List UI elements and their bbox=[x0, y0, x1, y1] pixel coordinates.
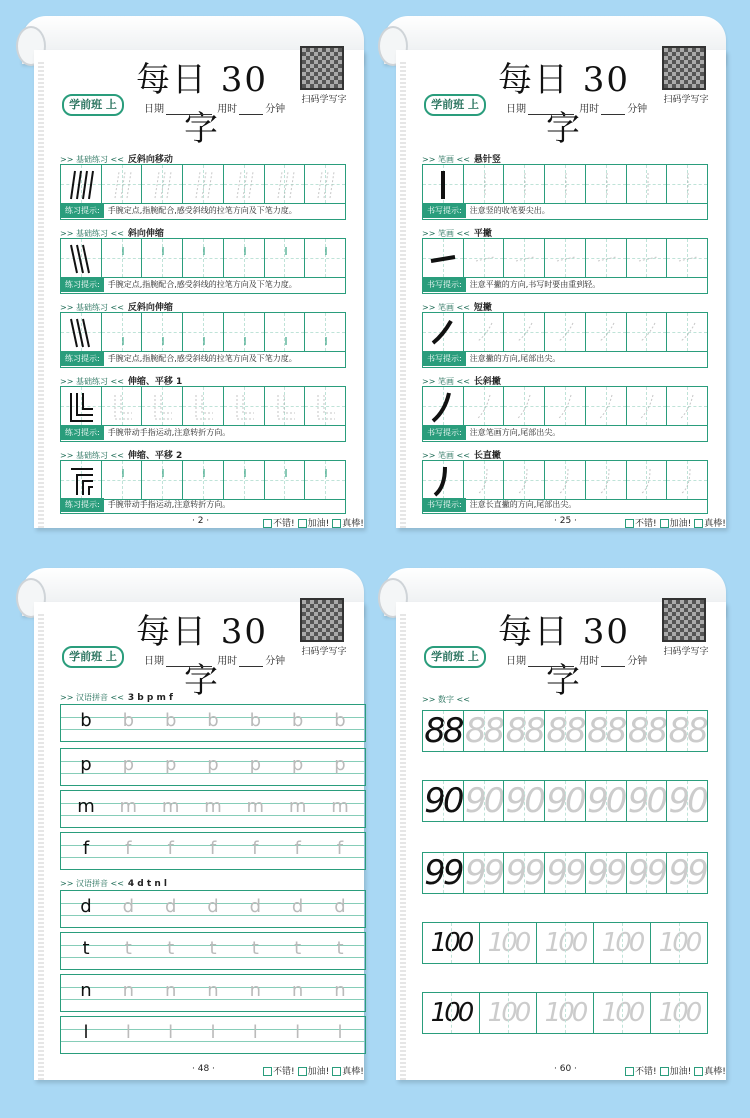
page-title: 每日 30 字 bbox=[135, 60, 269, 149]
stroke-grid bbox=[422, 312, 708, 352]
qr-code-icon bbox=[662, 598, 706, 642]
number-row: 90 90 90 90 90 90 90 bbox=[422, 780, 708, 822]
workbook-page-25 bbox=[384, 16, 726, 528]
practice-grid bbox=[60, 164, 346, 204]
writing-tip: 书写提示: 注意长直撇的方向,尾部出尖。 bbox=[422, 498, 708, 514]
page-stack bbox=[38, 614, 44, 1080]
grade-badge: 学前班 上 bbox=[62, 94, 124, 116]
minutes-label: 分钟 bbox=[265, 104, 286, 115]
page-number: · 2 · bbox=[192, 516, 210, 526]
date-time-line: 日期 用时 分钟 bbox=[506, 104, 648, 115]
section-label: >> 基础练习 << 反斜向移动 bbox=[60, 155, 173, 165]
pinyin-row: t t t t t t t bbox=[60, 932, 366, 970]
section-label: >> 笔画 << 短撇 bbox=[422, 303, 492, 313]
practice-tip: 练习提示: 手腕定点,指腕配合,感受斜线的拉笔方向及下笔力度。 bbox=[60, 278, 346, 294]
praise-checkboxes: 不错! 加油! 真棒! bbox=[260, 516, 364, 529]
pinyin-row: d d d d d d d bbox=[60, 890, 366, 928]
checkbox-icon[interactable] bbox=[660, 519, 669, 528]
qr-code-icon bbox=[662, 46, 706, 90]
date-time-line bbox=[144, 100, 285, 115]
qr-label: 扫码学写字 bbox=[301, 647, 347, 657]
stroke-grid bbox=[422, 164, 708, 204]
workbook-page-48 bbox=[22, 568, 364, 1080]
page-title: 每日 30 字 bbox=[497, 60, 631, 149]
pinyin-row: f f f f f f f bbox=[60, 832, 366, 870]
pinyin-row: p p p p p p p bbox=[60, 748, 366, 786]
checkbox-icon[interactable] bbox=[625, 1067, 634, 1076]
checkbox-icon[interactable] bbox=[298, 519, 307, 528]
pinyin-row: l l l l l l l bbox=[60, 1016, 366, 1054]
checkbox-icon[interactable] bbox=[625, 519, 634, 528]
date-time-line: 日期 用时 分钟 bbox=[506, 656, 648, 667]
section-label: >> 基础练习 << 伸缩、平移 1 bbox=[60, 377, 183, 387]
practice-grid bbox=[60, 238, 346, 278]
section-label: >> 笔画 << 长直撇 bbox=[422, 451, 501, 461]
grade-badge: 学前班 上 bbox=[62, 646, 124, 668]
grade-badge: 学前班 上 bbox=[424, 94, 486, 116]
checkbox-icon[interactable] bbox=[694, 1067, 703, 1076]
page-title: 每日 30 字 bbox=[135, 612, 269, 701]
section-label: >> 汉语拼音 << 4 d t n l bbox=[60, 879, 167, 889]
praise-checkboxes: 不错! 加油! 真棒! bbox=[622, 1064, 726, 1077]
section-label: >> 基础练习 << 反斜向伸缩 bbox=[60, 303, 173, 313]
time-blank bbox=[239, 105, 263, 115]
checkbox-icon[interactable] bbox=[660, 1067, 669, 1076]
qr-label: 扫码学写字 bbox=[663, 95, 709, 105]
checkbox-icon[interactable] bbox=[332, 1067, 341, 1076]
number-row: 100 100 100 100 100 bbox=[422, 992, 708, 1034]
stroke-grid bbox=[422, 460, 708, 500]
practice-tip: 练习提示: 手腕定点,指腕配合,感受斜线的拉笔方向及下笔力度。 bbox=[60, 352, 346, 368]
section-label: >> 汉语拼音 << 3 b p m f bbox=[60, 693, 173, 703]
pinyin-row: m m m m m m m bbox=[60, 790, 366, 828]
date-blank bbox=[166, 105, 212, 115]
qr-label: 扫码学写字 bbox=[663, 647, 709, 657]
section-label: >> 基础练习 << 斜向伸缩 bbox=[60, 229, 164, 239]
grade-badge: 学前班 上 bbox=[424, 646, 486, 668]
practice-tip: 练习提示: 手腕带动手指运动,注意转折方向。 bbox=[60, 426, 346, 442]
pinyin-row: n n n n n n n bbox=[60, 974, 366, 1012]
page-stack bbox=[38, 62, 44, 528]
qr-code-icon bbox=[300, 598, 344, 642]
time-label: 用时 bbox=[217, 104, 238, 115]
page-title: 每日 30 字 bbox=[497, 612, 631, 701]
checkbox-icon[interactable] bbox=[263, 519, 272, 528]
stroke-grid bbox=[422, 386, 708, 426]
section-label: >> 基础练习 << 伸缩、平移 2 bbox=[60, 451, 183, 461]
checkbox-icon[interactable] bbox=[694, 519, 703, 528]
checkbox-icon[interactable] bbox=[298, 1067, 307, 1076]
praise-checkboxes: 不错! 加油! 真棒! bbox=[260, 1064, 364, 1077]
practice-grid bbox=[60, 312, 346, 352]
page-number: · 25 · bbox=[554, 516, 577, 526]
section-label: >> 笔画 << 悬针竖 bbox=[422, 155, 501, 165]
practice-grid bbox=[60, 460, 346, 500]
checkbox-icon[interactable] bbox=[263, 1067, 272, 1076]
writing-tip: 书写提示: 注意笔画方向,尾部出尖。 bbox=[422, 426, 708, 442]
section-label: >> 笔画 << 长斜撇 bbox=[422, 377, 501, 387]
checkbox-icon[interactable] bbox=[332, 519, 341, 528]
number-row: 88 88 88 88 88 88 88 bbox=[422, 710, 708, 752]
page-stack bbox=[400, 614, 406, 1080]
section-label: >> 数字 << bbox=[422, 695, 470, 704]
writing-tip: 书写提示: 注意撇的方向,尾部出尖。 bbox=[422, 352, 708, 368]
workbook-page-1 bbox=[22, 16, 364, 528]
praise-checkboxes: 不错! 加油! 真棒! bbox=[622, 516, 726, 529]
writing-tip: 书写提示: 注意竖的收笔要尖出。 bbox=[422, 204, 708, 220]
pinyin-row: b b b b b b b bbox=[60, 704, 366, 742]
practice-tip: 练习提示: 手腕带动手指运动,注意转折方向。 bbox=[60, 498, 346, 514]
stroke-grid bbox=[422, 238, 708, 278]
page-stack bbox=[400, 62, 406, 528]
page-number: · 48 · bbox=[192, 1064, 215, 1074]
practice-grid bbox=[60, 386, 346, 426]
qr-code-icon bbox=[300, 46, 344, 90]
practice-tip: 练习提示: 手腕定点,指腕配合,感受斜线的拉笔方向及下笔力度。 bbox=[60, 204, 346, 220]
number-row: 100 100 100 100 100 bbox=[422, 922, 708, 964]
workbook-page-60 bbox=[384, 568, 726, 1080]
qr-label: 扫码学写字 bbox=[301, 95, 347, 105]
section-label: >> 笔画 << 平撇 bbox=[422, 229, 492, 239]
date-time-line: 日期 用时 分钟 bbox=[144, 656, 286, 667]
writing-tip: 书写提示: 注意平撇的方向,书写时要由重到轻。 bbox=[422, 278, 708, 294]
date-label: 日期 bbox=[144, 104, 164, 115]
page-number: · 60 · bbox=[554, 1064, 577, 1074]
number-row: 99 99 99 99 99 99 99 bbox=[422, 852, 708, 894]
